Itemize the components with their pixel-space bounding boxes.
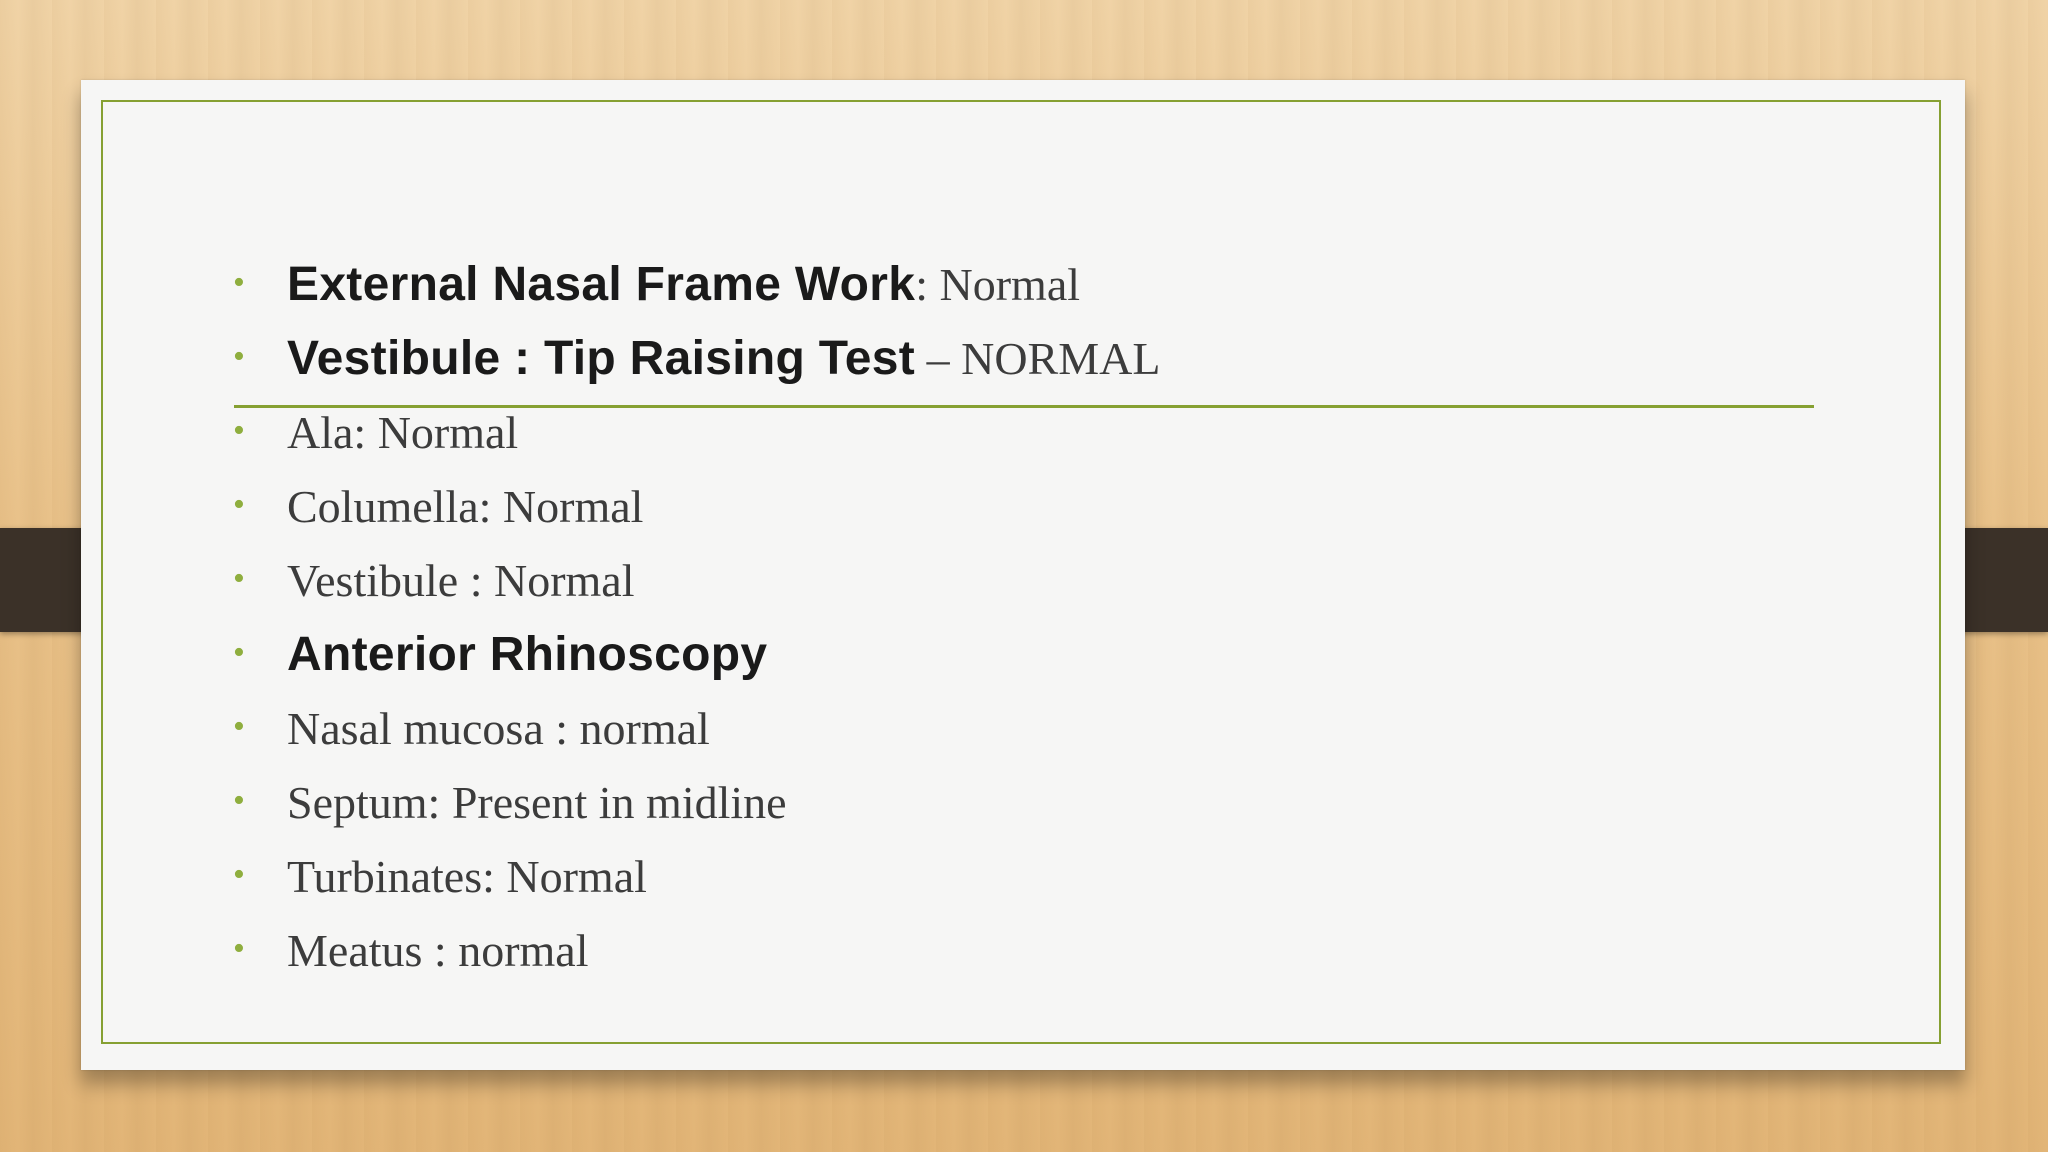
item-text: Septum: Present in midline <box>287 777 787 828</box>
list-item <box>231 766 1831 840</box>
bullet-icon: • <box>233 782 245 819</box>
list-item <box>231 618 1831 692</box>
item-bold-text: Anterior Rhinoscopy <box>287 628 768 681</box>
item-text: – NORMAL <box>915 333 1161 384</box>
item-bold-text: Vestibule : Tip Raising Test <box>287 332 916 385</box>
item-text: Turbinates: Normal <box>287 851 647 902</box>
bullet-icon: • <box>233 486 245 523</box>
list-item <box>231 470 1831 544</box>
bullet-icon: • <box>233 264 245 301</box>
bullet-icon: • <box>233 634 245 671</box>
item-text: Vestibule : Normal <box>287 555 635 606</box>
item-text: : Normal <box>915 259 1081 310</box>
item-bold-text: External Nasal Frame Work <box>287 258 916 311</box>
item-text: Meatus : normal <box>287 925 589 976</box>
item-text: Columella: Normal <box>287 481 644 532</box>
list-item <box>231 692 1831 766</box>
list-item <box>231 914 1831 988</box>
bullet-icon: • <box>233 560 245 597</box>
item-text: Ala: Normal <box>287 407 519 458</box>
bullet-icon: • <box>233 338 245 375</box>
bullet-icon: • <box>233 412 245 449</box>
list-item <box>231 544 1831 618</box>
bullet-icon: • <box>233 708 245 745</box>
bullet-list <box>231 248 1831 988</box>
slide <box>81 80 1965 1070</box>
list-item <box>231 396 1831 470</box>
list-item <box>231 248 1831 322</box>
item-text: Nasal mucosa : normal <box>287 703 710 754</box>
list-item <box>231 840 1831 914</box>
bullet-icon: • <box>233 856 245 893</box>
list-item <box>231 322 1831 396</box>
bullet-icon: • <box>233 930 245 967</box>
